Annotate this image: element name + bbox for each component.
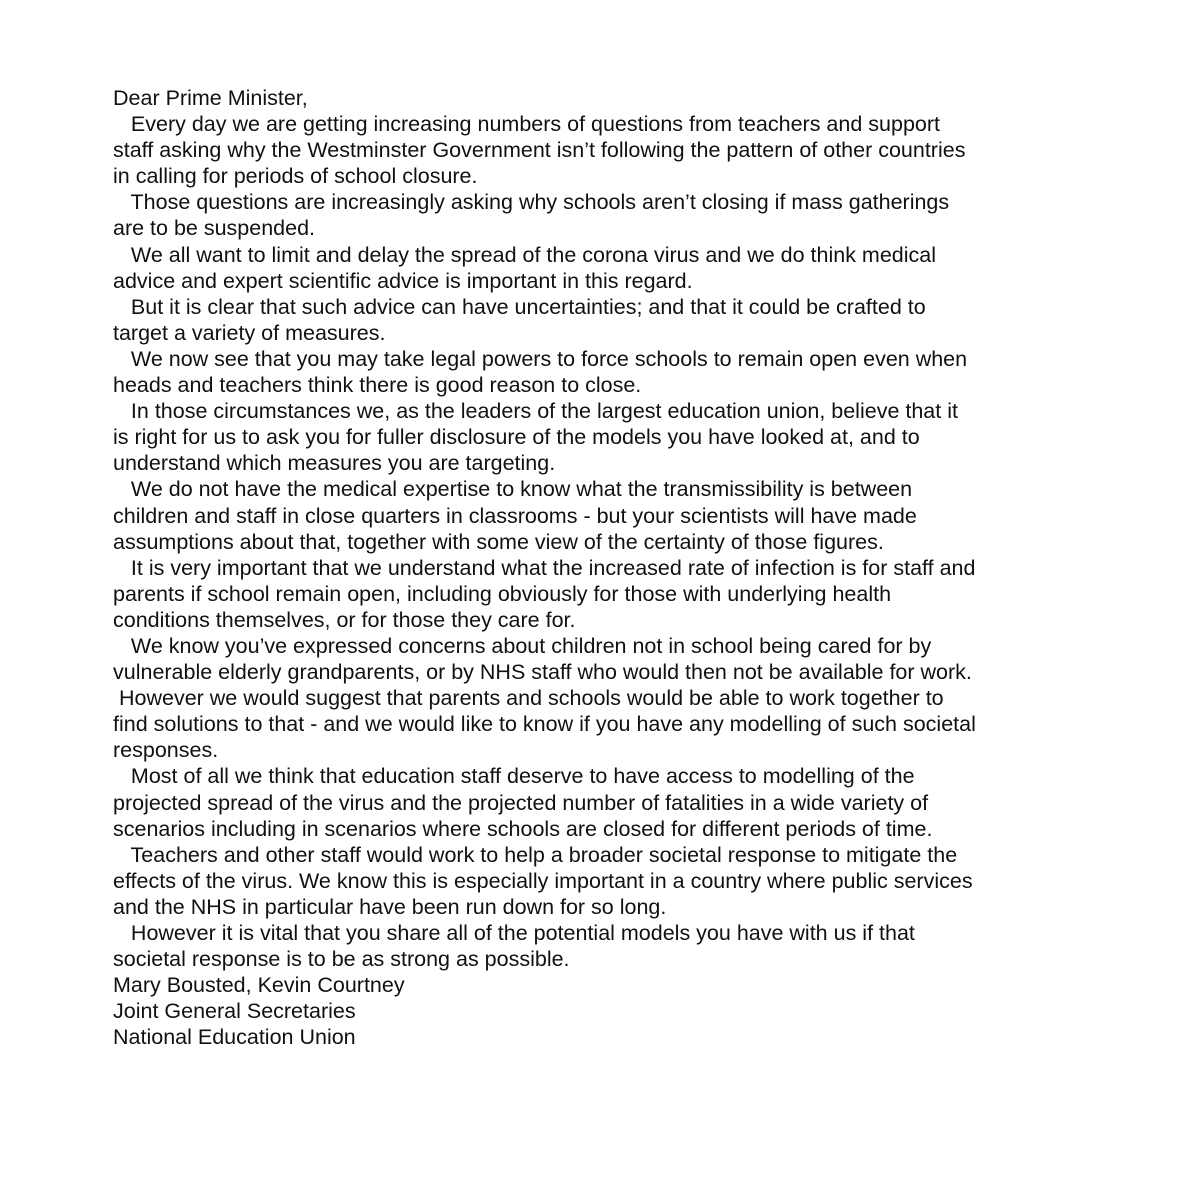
letter-line: advice and expert scientific advice is important in this regard.	[113, 268, 693, 293]
letter-line: It is very important that we understand what the increased rate of infection is for staff and	[113, 555, 976, 580]
letter-line: Every day we are getting increasing numbers of questions from teachers and support	[113, 112, 940, 137]
letter-line: In those circumstances we, as the leaders of the largest education union, believe that it	[113, 399, 958, 424]
letter-line: are to be suspended.	[113, 216, 316, 241]
letter-line: children and staff in close quarters in classrooms - but your scientists will have made	[113, 503, 917, 528]
letter-line: But it is clear that such advice can have uncertainties; and that it could be crafted to	[113, 294, 926, 319]
salutation: Dear Prime Minister,	[113, 86, 308, 110]
letter-line: staff asking why the Westminster Government isn’t following the pattern of other countries	[113, 138, 966, 163]
letter-line: We all want to limit and delay the spread of the corona virus and we do think medical	[113, 242, 937, 267]
letter-line: find solutions to that - and we would like to know if you have any modelling of such societal	[113, 712, 976, 737]
signatory-title: Joint General Secretaries	[113, 999, 356, 1024]
letter-line: However we would suggest that parents and schools would be able to work together to	[113, 686, 944, 711]
letter-body	[113, 85, 1083, 1050]
letter-line: effects of the virus. We know this is especially important in a country where public services	[113, 868, 973, 893]
letter-line: in calling for periods of school closure.	[113, 164, 478, 189]
organization-name: National Education Union	[113, 1025, 356, 1050]
letter-line: Those questions are increasingly asking why schools aren’t closing if mass gatherings	[113, 190, 950, 215]
letter-line: heads and teachers think there is good reason to close.	[113, 373, 642, 398]
letter-line: vulnerable elderly grandparents, or by NHS staff who would then not be available for work.	[113, 660, 972, 685]
letter-line: We do not have the medical expertise to know what the transmissibility is between	[113, 477, 913, 502]
letter-line: scenarios including in scenarios where schools are closed for different periods of time.	[113, 816, 933, 841]
letter-line: Most of all we think that education staff deserve to have access to modelling of the	[113, 764, 915, 789]
signatories: Mary Bousted, Kevin Courtney	[113, 973, 405, 998]
letter-line: is right for us to ask you for fuller disclosure of the models you have looked at, and to	[113, 425, 920, 450]
letter-line: Teachers and other staff would work to help a broader societal response to mitigate the	[113, 842, 958, 867]
letter-line: However it is vital that you share all of the potential models you have with us if that	[113, 921, 915, 945]
letter-line: target a variety of measures.	[113, 320, 386, 345]
letter-line: responses.	[113, 738, 219, 763]
letter-line: societal response is to be as strong as possible.	[113, 947, 570, 972]
letter-line: We know you’ve expressed concerns about children not in school being cared for by	[113, 633, 932, 658]
letter-line: assumptions about that, together with some view of the certainty of those figures.	[113, 529, 884, 554]
letter-line: parents if school remain open, including obviously for those with underlying health	[113, 581, 892, 606]
letter-line: projected spread of the virus and the projected number of fatalities in a wide variety of	[113, 790, 929, 815]
letter-line: understand which measures you are targeting.	[113, 451, 556, 476]
letter-line: and the NHS in particular have been run down for so long.	[113, 894, 667, 919]
letter-line: conditions themselves, or for those they care for.	[113, 607, 576, 632]
letter-line: We now see that you may take legal powers to force schools to remain open even when	[113, 346, 968, 371]
